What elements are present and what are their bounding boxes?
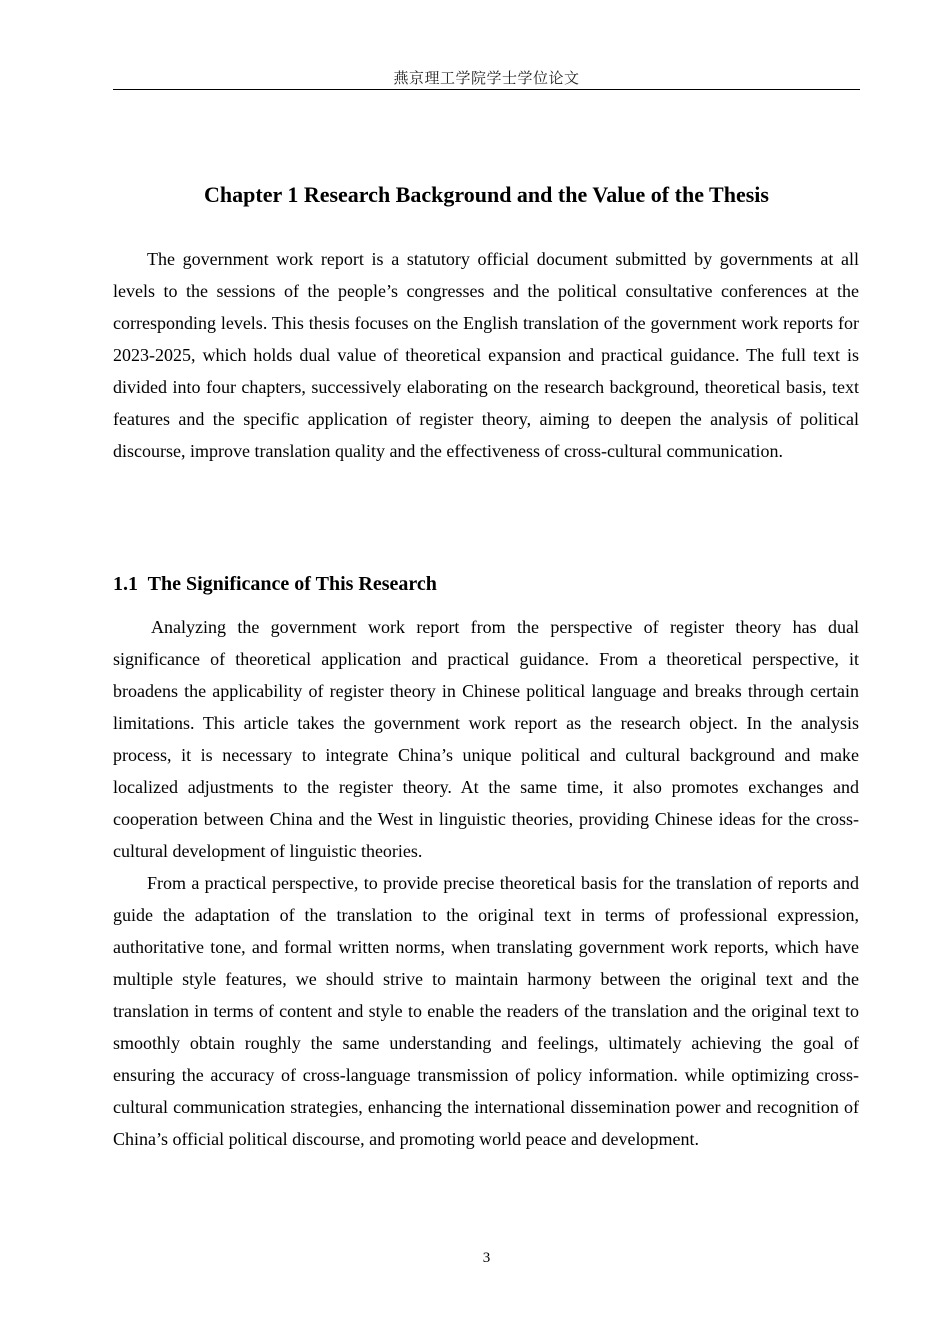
chapter-intro-paragraph: The government work report is a statutory official document submitted by governments at all levels to the sessions of the people’s congresses and the political consultative conferences at the corresponding levels. This thesis focuses on the English translation of the government work reports for 2023-2025, which holds dual value of theoretical expansion and practical guidance. The full text is divided into four chapters, successively elaborating on the research background, theoretical basis, text features and the specific application of register theory, aiming to deepen the analysis of political discourse, improve translation quality and the effectiveness of cross-cultural communication.	[113, 249, 859, 461]
section-heading	[113, 570, 860, 598]
section-number: 1.1	[113, 573, 138, 595]
running-header: 燕京理工学院学士学位论文	[393, 69, 580, 87]
page-number: 3	[482, 1250, 491, 1266]
section-paragraph-2: From a practical perspective, to provide precise theoretical basis for the translation of reports and guide the adaptation of the translation to the original text in terms of professional expression, authoritative tone, and formal written norms, when translating government work reports, which have multiple style features, we should strive to maintain harmony between the original text and the translation in terms of content and style to enable the readers of the translation and the original text to smoothly obtain roughly the same understanding and feelings, ultimately achieving the goal of ensuring the accuracy of cross-language transmission of policy information. while optimizing cross-cultural communication strategies, enhancing the international dissemination power and recognition of China’s official political discourse, and promoting world peace and development.	[113, 873, 859, 1149]
section-title: The Significance of This Research	[147, 573, 437, 595]
section-paragraph-1: Analyzing the government work report from the perspective of register theory has dual significance of theoretical application and practical guidance. From a theoretical perspective, it broadens the applicability of register theory in Chinese political language and breaks through certain limitations. This article takes the government work report as the research object. In the analysis process, it is necessary to integrate China’s unique political and cultural background and make localized adjustments to the register theory. At the same time, it also promotes exchanges and cooperation between China and the West in linguistic theories, providing Chinese ideas for the cross-cultural development of linguistic theories.	[113, 617, 859, 861]
header-rule	[113, 89, 860, 90]
chapter-title: Chapter 1 Research Background and the Value of the Thesis	[204, 182, 769, 207]
